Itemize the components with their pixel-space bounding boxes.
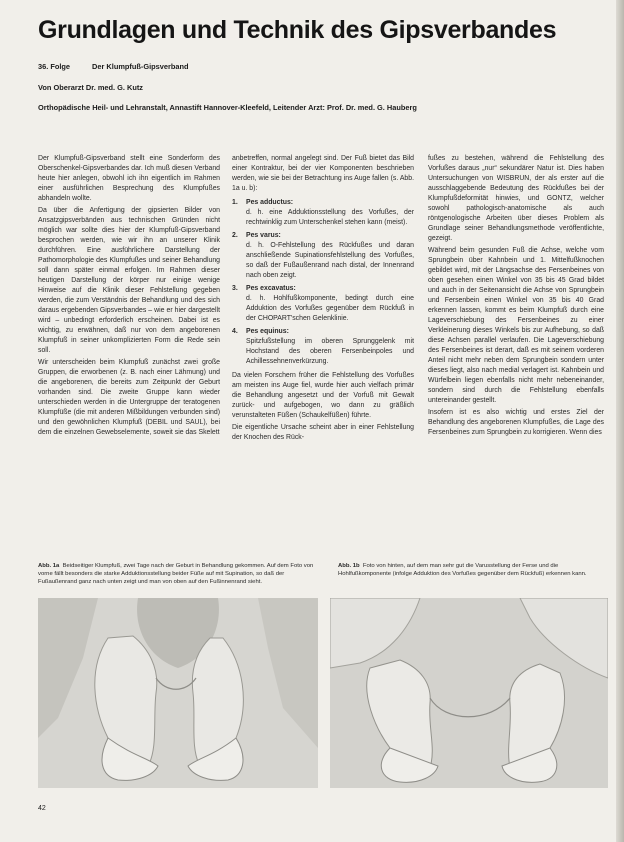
deformity-components-list bbox=[232, 198, 414, 367]
institution-line: Orthopädische Heil- und Lehranstalt, Annastift Hannover-Kleefeld, Leitender Arzt: Prof. Dr. med. G. Hauberg bbox=[38, 103, 417, 112]
list-heading: Pes excavatus: bbox=[246, 285, 296, 292]
list-heading: Pes adductus: bbox=[246, 199, 294, 206]
author-line: Von Oberarzt Dr. med. G. Kutz bbox=[38, 83, 143, 92]
article-title: Grundlagen und Technik des Gipsverbandes bbox=[38, 16, 557, 44]
page-edge-shadow bbox=[616, 0, 624, 842]
photo-clubfoot-front-view bbox=[38, 598, 318, 788]
photo-clubfoot-rear-view bbox=[330, 598, 608, 788]
caption-text: Beidseitiger Klumpfuß, zwei Tage nach der Geburt in Behandlung gekommen. Auf dem Foto von vorne fällt besonders die starke Adduktionsstellung beider Füße auf mit Supination, so daß der Fußaußenrand ganz nach unten zeigt und man von oben auf den Fußinnenrand sieht. bbox=[38, 563, 314, 585]
figure-caption-1a bbox=[38, 562, 320, 586]
list-item bbox=[232, 198, 414, 228]
list-text: d. h. O-Fehlstellung des Rückfußes und daran anschließende Supinationsfehlstellung des Vorfußes, so daß der Fußaußenrand nach distal, der Innenrand nach oben zeigt. bbox=[246, 242, 414, 279]
paragraph: anbetreffen, normal angelegt sind. Der Fuß bietet das Bild einer Kontraktur, bei der vier Komponenten beschrieben werden, wie sie bei der Betrachtung ins Auge fallen (s. Abb. 1a u. b): bbox=[232, 155, 414, 192]
caption-label: Abb. 1a bbox=[38, 563, 60, 569]
paragraph: Insofern ist es also wichtig und erstes Ziel der Behandlung des angeborenen Klumpfußes, die Lage des Fersenbeines zum Sprungbein zu korrigieren. Wenn dies bbox=[428, 409, 604, 436]
paragraph: fußes zu bestehen, während die Fehlstellung des Vorfußes daraus „nur“ sekundärer Natur ist. Dies haben Untersuchungen von WISBRUN, der als erster auf die ausschlaggebende Bedeutung des Rückfußes bei der Klumpfußdeformität hinwies, und GONTZ, welcher sowohl pathologisch-anatomische als auch röntgenologische Arbeiten über dieses Problem als Grundlage seiner Behandlungsmethode veröffentlichte, gezeigt. bbox=[428, 155, 604, 242]
caption-text: Foto von hinten, auf dem man sehr gut die Varusstellung der Ferse und die Hohlfußkomponente (infolge Adduktion des Vorfußes gegenüber dem Rückfuß) erkennen kann. bbox=[338, 563, 587, 577]
infant-feet-rear-image bbox=[330, 598, 608, 788]
list-number: 3. bbox=[232, 285, 238, 292]
article-subtitle: Der Klumpfuß-Gipsverband bbox=[92, 62, 189, 71]
text-column-1 bbox=[38, 154, 220, 440]
figure-caption-1b bbox=[338, 562, 604, 578]
list-item bbox=[232, 327, 414, 367]
list-text: Spitzfußstellung im oberen Sprunggelenk mit Hochstand des oberen Fersenbeinpoles und Achillessehnenverkürzung. bbox=[246, 338, 414, 365]
list-text: d. h. Hohlfußkomponente, bedingt durch eine Adduktion des Vorfußes gegenüber dem Rückfuß in der CHOPART'schen Gelenklinie. bbox=[246, 295, 414, 322]
list-heading: Pes varus: bbox=[246, 232, 281, 239]
text-column-2 bbox=[232, 154, 414, 445]
page-number: 42 bbox=[38, 805, 46, 812]
list-number: 4. bbox=[232, 328, 238, 335]
list-heading: Pes equinus: bbox=[246, 328, 289, 335]
paragraph: Während beim gesunden Fuß die Achse, welche vom Sprungbein über Kahnbein und 1. Mittelfußknochen gebildet wird, mit der Längsachse des Fersenbeines von oben gesehen einen Winkel von 35 bis 45 Grad bildet und auch in der Seitenansicht die Achse von Sprungbein und Fersenbein einen Winkel von 35 bis 40 Grad erkennen lassen, kommt es beim Klumpfuß durch eine Lageverschiebung des Fersenbeines zu einer Verkleinerung dieses Winkels bis zur Aufhebung, so daß diese Achsen parallel verlaufen. Die Lageverschiebung des Fersenbeines ist derart, daß es mit seinem vorderen Anteil nicht mehr neben dem Sprungbein sondern unter dieses liegt, also nach medial verlagert ist. Kahnbein und Würfelbein liegen ebenfalls nicht mehr nebeneinander, sondern sind durch die Fehlstellung ebenfalls untereinander gestellt. bbox=[428, 247, 604, 404]
list-number: 2. bbox=[232, 232, 238, 239]
caption-label: Abb. 1b bbox=[338, 563, 360, 569]
paragraph: Die eigentliche Ursache scheint aber in einer Fehlstellung der Knochen des Rück- bbox=[232, 424, 414, 441]
list-item bbox=[232, 231, 414, 281]
paragraph: Wir unterscheiden beim Klumpfuß zunächst zwei große Gruppen, die erworbenen (z. B. nach einer Lähmung) und die angeborenen, die bereits zum Zeitpunkt der Geburt vorhanden sind. Die zweite Gruppe kann wieder unterschieden werden in die Untergruppe der teratogenen Klumpfüße (die mit anderen Mißbildungen verbunden sind) und den gewöhnlichen Klumpfuß (DEBIL und SAUL), bei dem die einzelnen Gewebselemente, soweit sie das Skelett bbox=[38, 359, 220, 436]
list-text: d. h. eine Adduktionsstellung des Vorfußes, der rechtwinklig zum Unterschenkel stehen kann (meist). bbox=[246, 209, 414, 226]
infant-feet-front-image bbox=[38, 598, 318, 788]
text-column-3 bbox=[428, 154, 604, 440]
paragraph: Da über die Anfertigung der gipsierten Bilder von Ansatzgipsverbänden aus technischen Gründen nicht möglich war sollte dies hier der Klumpfuß-Gipsverband besprochen werden, wie wir ihn an unserer Klinik durchführen. Eine ausführlichere Darstellung der Pathomorphologie des Klumpfußes und seiner Behandlung soll dann später einmal erfolgen. Im Rahmen dieser heutigen Darstellung der körper nur einige wenige Hinweise auf die Klinik dieser Fehlstellung gegeben werden, die zum Verständnis der Behandlung und des sich daraus ergebenden Gipsverbandes – wie er hier dargestellt wird – unbedingt erforderlich erscheinen. Dabei ist es wichtig, zu erwähnen, daß nur von dem angeborenen Klumpfuß in seiner unkomplizierten Form die Rede sein soll. bbox=[38, 207, 220, 354]
list-number: 1. bbox=[232, 199, 238, 206]
episode-number: 36. Folge bbox=[38, 62, 71, 71]
paragraph: Der Klumpfuß-Gipsverband stellt eine Sonderform des Oberschenkel-Gipsverbandes dar. Ich muß diesen Verband heute hier anlegen, obwohl ich ihn eigentlich im Rahmen einer ausführlichen Besprechung des Klumpfußes abhandeln wollte. bbox=[38, 155, 220, 202]
list-item bbox=[232, 284, 414, 324]
paragraph: Da vielen Forschern früher die Fehlstellung des Vorfußes am meisten ins Auge fiel, wurde hier auch vielfach primär die Behandlung angesetzt und der Vorfuß mit Gewalt zurück- und aufgebogen, wo dann zu gräßlich verunstalteten Füßen (Schaukelfüßen) führte. bbox=[232, 372, 414, 419]
series-line bbox=[38, 62, 189, 71]
